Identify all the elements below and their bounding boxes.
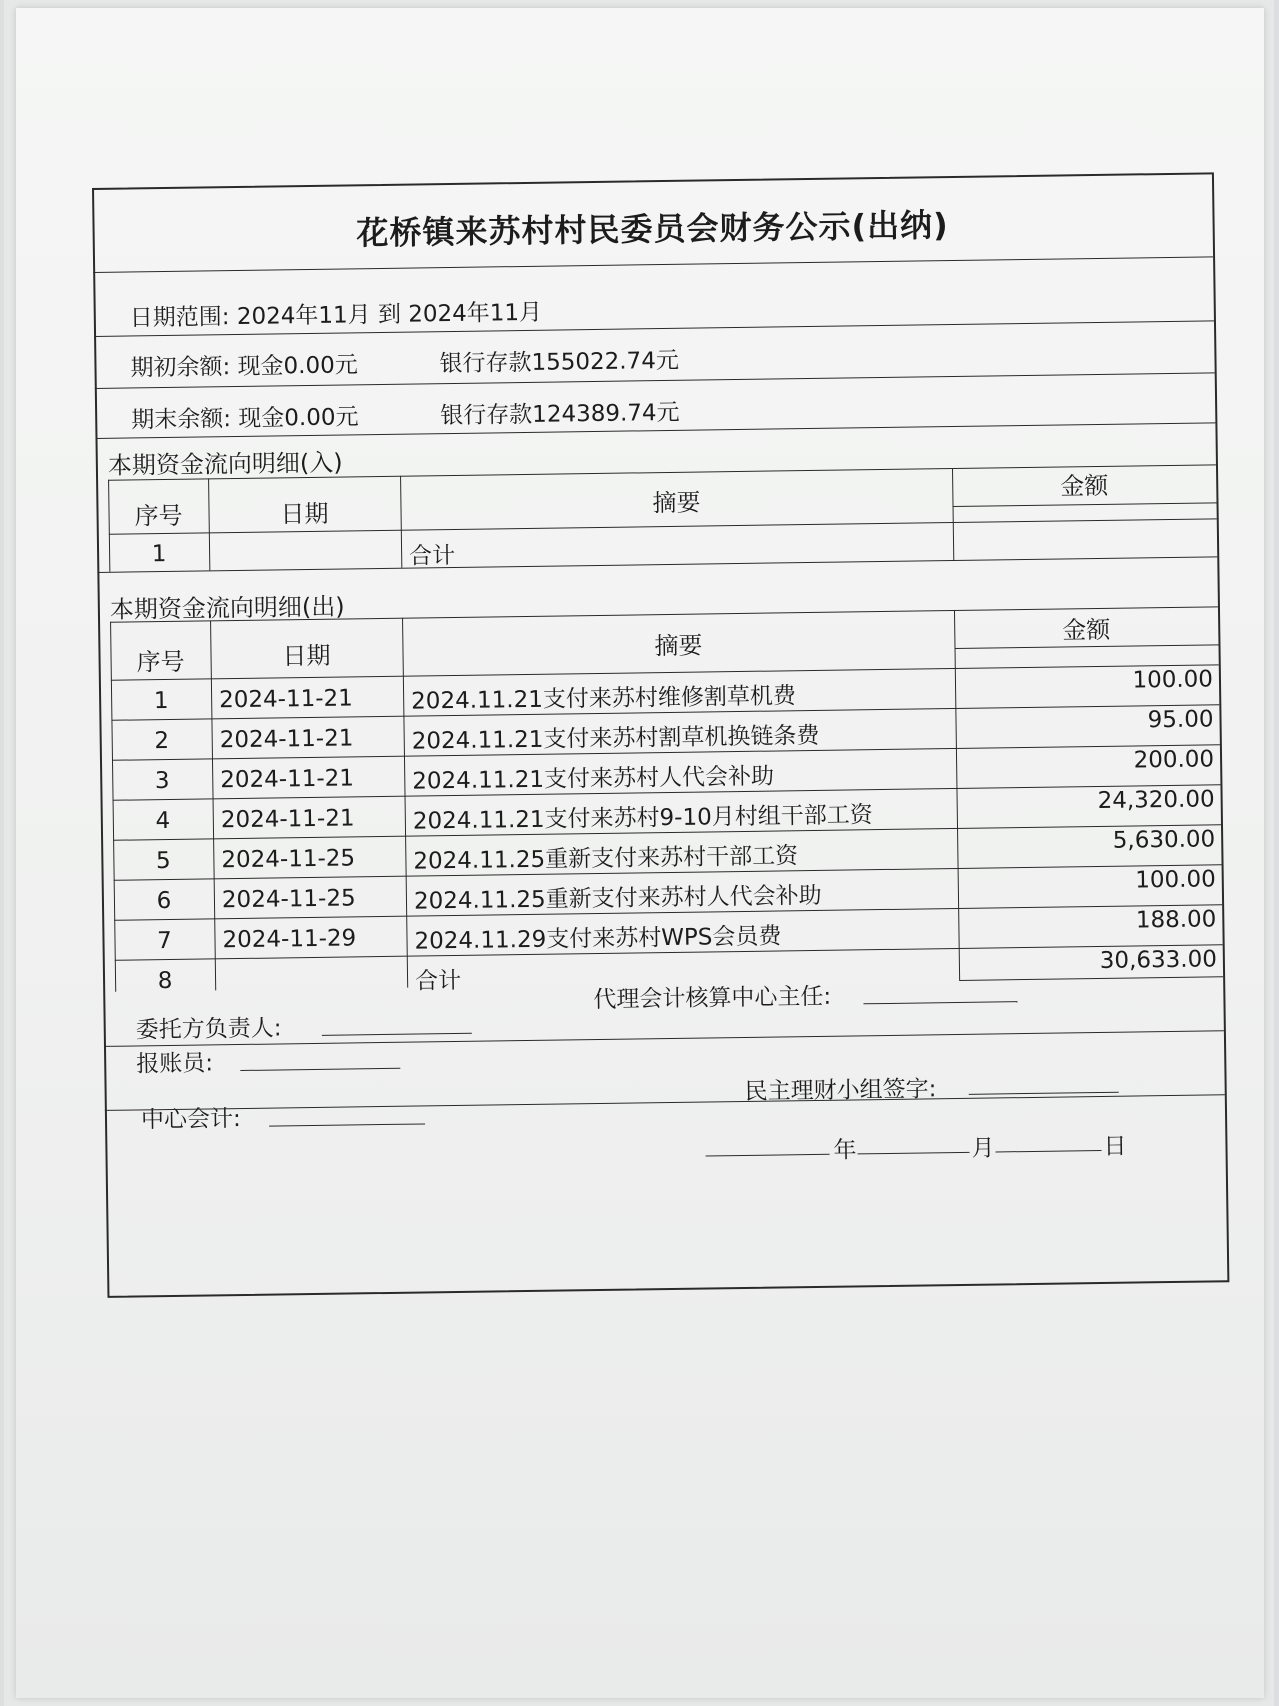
table-row-summary: 2024.11.29支付来苏村WPS会员费	[414, 923, 782, 955]
table-row-seq: 1	[153, 687, 169, 715]
table-row-amount: 95.00	[1147, 706, 1214, 734]
finance-notice-form	[92, 172, 1227, 1296]
table-row-summary: 2024.11.25重新支付来苏村干部工资	[413, 843, 799, 875]
table-row-amount: 5,630.00	[1112, 826, 1216, 854]
income-header-seq: 序号	[134, 501, 183, 531]
table-row-date: 2024-11-21	[220, 765, 355, 794]
expense-header-seq: 序号	[136, 647, 185, 677]
table-row-summary: 2024.11.21支付来苏村割草机换链条费	[411, 722, 820, 755]
day-label: 日	[1103, 1133, 1127, 1160]
opening-balance-cash: 期初余额: 现金0.00元	[130, 352, 358, 382]
center-accountant-label: 中心会计:	[140, 1106, 241, 1134]
table-row-date: 2024-11-21	[218, 685, 354, 714]
expense-header-date: 日期	[282, 641, 331, 671]
table-row-amount: 188.00	[1135, 906, 1217, 934]
table-row-date: 2024-11-21	[219, 725, 354, 754]
reimburser-label: 报账员:	[136, 1050, 214, 1078]
table-row-seq: 5	[155, 847, 171, 875]
table-row-amount: 24,320.00	[1097, 786, 1215, 815]
table-row-amount: 100.00	[1132, 666, 1214, 694]
table-row-date: 2024-11-21	[220, 805, 355, 834]
table-row-amount: 200.00	[1133, 746, 1215, 774]
finance-group-label: 民主理财小组签字:	[744, 1076, 937, 1105]
closing-balance-bank: 银行存款124389.74元	[440, 399, 680, 430]
income-row-seq: 1	[151, 540, 167, 568]
table-row-summary: 2024.11.21支付来苏村人代会补助	[412, 763, 775, 795]
income-header-date: 日期	[280, 499, 329, 529]
closing-balance-cash: 期末余额: 现金0.00元	[131, 404, 359, 434]
expense-header-summary: 摘要	[654, 631, 703, 661]
date-range: 日期范围: 2024年11月 到 2024年11月	[129, 299, 543, 332]
income-section-title: 本期资金流向明细(入)	[107, 448, 343, 480]
opening-balance-bank: 银行存款155022.74元	[439, 347, 680, 378]
year-label: 年	[833, 1137, 857, 1164]
table-row-seq: 6	[156, 887, 172, 915]
table-row-seq: 2	[154, 727, 170, 755]
client-head-label: 委托方负责人:	[135, 1015, 282, 1044]
month-label: 月	[971, 1135, 995, 1162]
table-row-date: 2024-11-25	[221, 845, 356, 874]
table-row-date: 2024-11-25	[221, 885, 356, 914]
table-row-date: 2024-11-29	[222, 925, 357, 954]
income-header-summary: 摘要	[652, 488, 701, 518]
table-row-amount: 100.00	[1135, 866, 1216, 894]
table-row-summary: 2024.11.25重新支付来苏村人代会补助	[413, 882, 822, 915]
form-title: 花桥镇来苏村村民委员会财务公示(出纳)	[356, 206, 949, 253]
table-row-summary: 2024.11.21支付来苏村维修割草机费	[411, 683, 797, 715]
table-row-summary: 2024.11.21支付来苏村9-10月村组干部工资	[412, 802, 873, 835]
table-row-seq: 8	[157, 967, 173, 995]
income-header-amount: 金额	[1060, 471, 1109, 501]
table-row-summary: 合计	[414, 967, 462, 995]
table-row-total-amount: 30,633.00	[1099, 946, 1218, 975]
agency-director-label: 代理会计核算中心主任:	[593, 983, 832, 1014]
expense-section-title: 本期资金流向明细(出)	[109, 592, 345, 624]
expense-header-amount: 金额	[1062, 615, 1111, 645]
table-row-seq: 3	[154, 767, 170, 795]
table-row-seq: 7	[157, 927, 173, 955]
table-row-seq: 4	[155, 807, 171, 835]
income-row-summary: 合计	[408, 542, 456, 570]
